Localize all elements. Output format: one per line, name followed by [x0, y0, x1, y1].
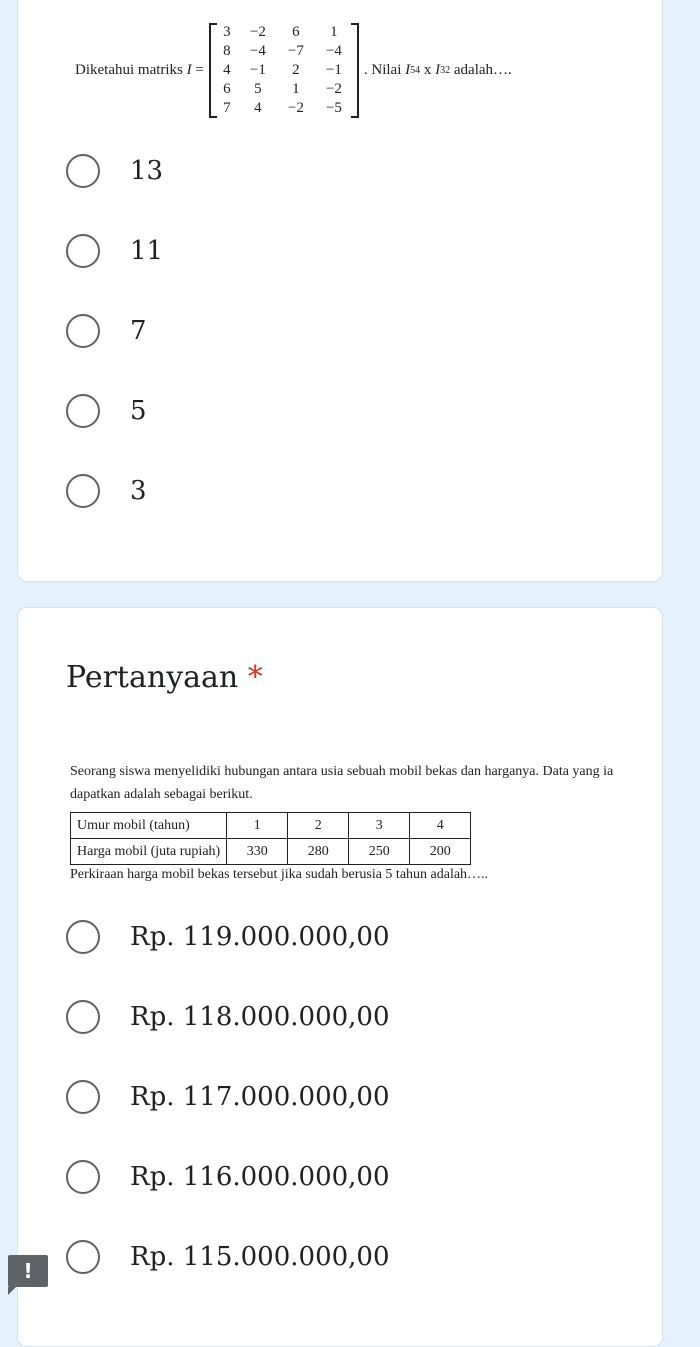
table-row-label: Umur mobil (tahun): [71, 813, 227, 839]
radio-circle-icon[interactable]: [66, 234, 100, 268]
matrix-cell: 6: [223, 80, 231, 97]
matrix-cell: 6: [292, 23, 300, 40]
table-cell: 3: [349, 813, 410, 839]
report-alert-button[interactable]: [8, 1255, 48, 1287]
table-cell: 200: [410, 839, 471, 865]
option-label: 13: [130, 156, 164, 186]
matrix-cell: −2: [287, 99, 304, 116]
term2-var: I: [435, 61, 441, 78]
q1-option-2[interactable]: [66, 231, 163, 271]
radio-circle-icon[interactable]: [66, 154, 100, 188]
option-label: Rp. 117.000.000,00: [130, 1082, 390, 1112]
matrix-question-text: [75, 14, 512, 126]
question-prefix: Diketahui matriks: [75, 61, 183, 78]
q2-option-3[interactable]: [66, 1077, 390, 1117]
radio-circle-icon[interactable]: [66, 394, 100, 428]
table-cell: 250: [349, 839, 410, 865]
question-body: Seorang siswa menyelidiki hubungan antara usia sebuah mobil bekas dan harganya. Data yang ia dapatkan adalah sebagai berikut.: [70, 764, 614, 802]
matrix-cell: −1: [325, 61, 342, 78]
data-table: [70, 812, 471, 865]
matrix-cell: −4: [249, 42, 266, 59]
question-title: [66, 660, 263, 695]
q1-option-5[interactable]: [66, 471, 147, 511]
matrix-cell: 5: [254, 80, 262, 97]
option-label: 3: [130, 476, 147, 506]
matrix-I: [209, 23, 359, 118]
table-row: [71, 839, 471, 865]
q2-option-1[interactable]: [66, 917, 390, 957]
matrix-cell: 8: [223, 42, 231, 59]
term2-sub: 32: [440, 64, 451, 76]
table-row: [71, 813, 471, 839]
matrix-cell: 7: [223, 99, 231, 116]
matrix-cell: −7: [287, 42, 304, 59]
radio-circle-icon[interactable]: [66, 1080, 100, 1114]
matrix-cell: 1: [292, 80, 300, 97]
option-label: Rp. 119.000.000,00: [130, 922, 390, 952]
matrix-var: I: [186, 61, 192, 78]
matrix-cell: −2: [249, 23, 266, 40]
table-cell: 330: [227, 839, 288, 865]
option-label: 7: [130, 316, 147, 346]
option-label: 11: [130, 236, 164, 266]
exclamation-icon: !: [23, 1259, 33, 1283]
q1-option-3[interactable]: [66, 311, 147, 351]
matrix-cell: 2: [292, 61, 300, 78]
question-followup: Perkiraan harga mobil bekas tersebut jika sudah berusia 5 tahun adalah…..: [70, 867, 489, 882]
required-asterisk: *: [247, 660, 263, 695]
term1-sub: 54: [410, 64, 421, 76]
radio-circle-icon[interactable]: [66, 1160, 100, 1194]
option-label: Rp. 116.000.000,00: [130, 1162, 390, 1192]
q1-option-1[interactable]: [66, 151, 163, 191]
matrix-cell: 3: [223, 23, 231, 40]
question-suffix: adalah….: [453, 61, 512, 78]
table-cell: 280: [288, 839, 349, 865]
question-card-2: [17, 607, 663, 1347]
q2-option-2[interactable]: [66, 997, 390, 1037]
matrix-cell: −4: [325, 42, 342, 59]
q1-option-4[interactable]: [66, 391, 147, 431]
equals-sign: =: [195, 61, 204, 78]
q2-option-4[interactable]: [66, 1157, 390, 1197]
option-label: 5: [130, 396, 147, 426]
question-title-text: Pertanyaan: [66, 660, 239, 695]
matrix-cell: −5: [325, 99, 342, 116]
radio-circle-icon[interactable]: [66, 1000, 100, 1034]
table-cell: 1: [227, 813, 288, 839]
radio-circle-icon[interactable]: [66, 314, 100, 348]
table-cell: 4: [410, 813, 471, 839]
matrix-cell: 1: [330, 23, 338, 40]
matrix-cell: −1: [249, 61, 266, 78]
radio-circle-icon[interactable]: [66, 474, 100, 508]
matrix-cell: 4: [254, 99, 262, 116]
matrix-cell: −2: [325, 80, 342, 97]
radio-circle-icon[interactable]: [66, 920, 100, 954]
times-sign: x: [423, 61, 432, 78]
matrix-cell: 4: [223, 61, 231, 78]
option-label: Rp. 115.000.000,00: [130, 1242, 390, 1272]
radio-circle-icon[interactable]: [66, 1240, 100, 1274]
table-cell: 2: [288, 813, 349, 839]
term1-var: I: [405, 61, 411, 78]
table-row-label: Harga mobil (juta rupiah): [71, 839, 227, 865]
after-matrix-text: . Nilai: [363, 61, 402, 78]
option-label: Rp. 118.000.000,00: [130, 1002, 390, 1032]
q2-option-5[interactable]: [66, 1237, 390, 1277]
